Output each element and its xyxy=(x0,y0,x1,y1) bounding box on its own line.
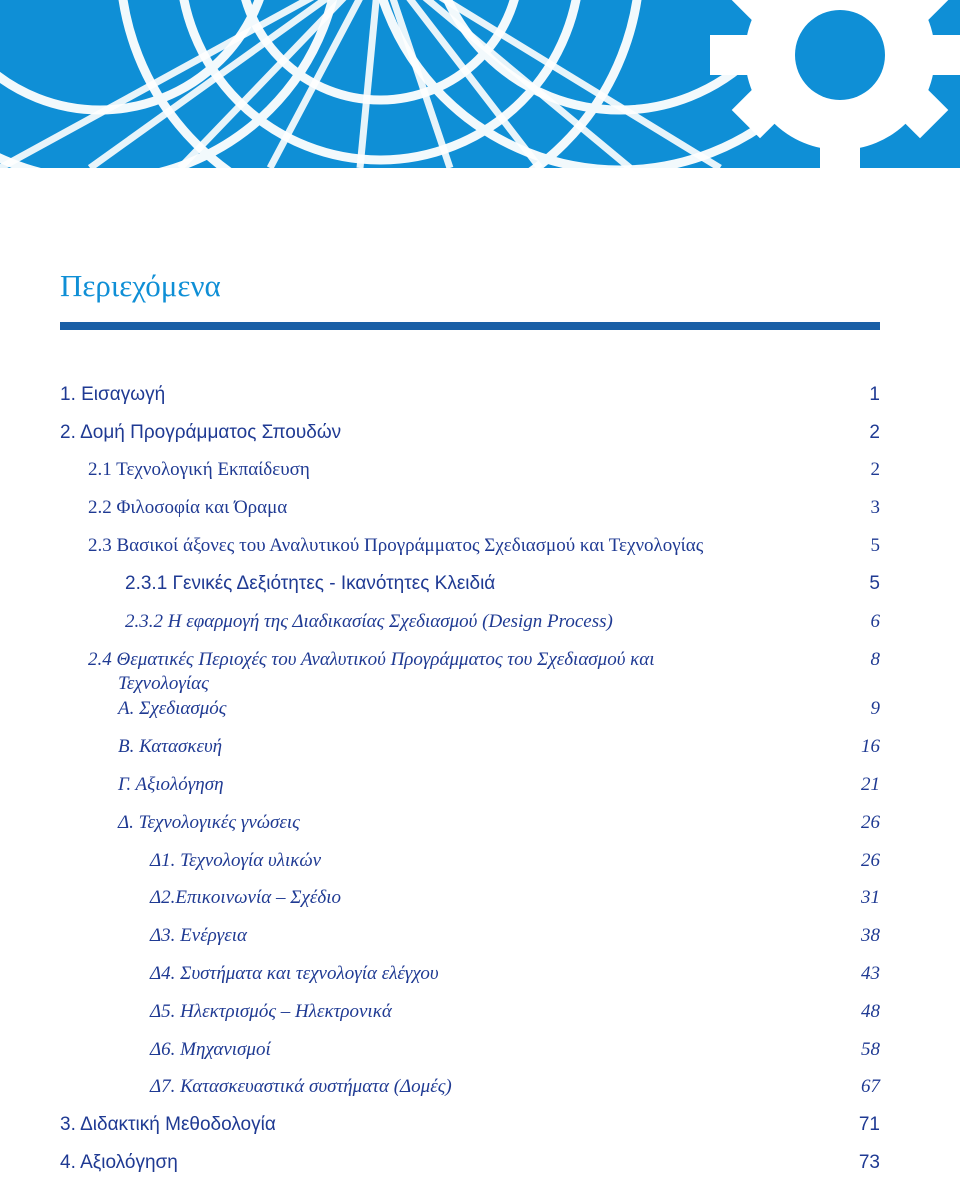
toc-entry-label-continued: Τεχνολογίας xyxy=(118,673,209,694)
toc-entry-label: Δ1. Τεχνολογία υλικών xyxy=(150,850,322,871)
toc-entry-page: 8 xyxy=(870,649,880,670)
toc-entry-label: 2.2 Φιλοσοφία και Όραμα xyxy=(88,497,288,518)
toc-entry-page: 6 xyxy=(870,611,880,632)
toc-entry-label: 4. Αξιολόγηση xyxy=(60,1152,178,1173)
toc-entry-page: 73 xyxy=(858,1152,880,1173)
toc-entry-page: 67 xyxy=(861,1076,880,1097)
toc-entry-label: 2.3.1 Γενικές Δεξιότητες - Ικανότητες Κλειδιά xyxy=(125,573,496,594)
toc-entry-label: 2.1 Τεχνολογική Εκπαίδευση xyxy=(88,459,310,480)
toc-entry-page: 31 xyxy=(861,887,880,908)
toc-entry-label: Α. Σχεδιασμός xyxy=(118,698,227,719)
toc-entry-page: 9 xyxy=(870,698,880,719)
toc-entry-label: Δ5. Ηλεκτρισμός – Ηλεκτρονικά xyxy=(150,1001,392,1022)
toc-entry-page: 38 xyxy=(861,925,880,946)
toc-entry-page: 2 xyxy=(870,459,880,480)
toc-entry-page: 3 xyxy=(870,497,880,518)
toc-entry-label: 2.4 Θεματικές Περιοχές του Αναλυτικού Προγράμματος του Σχεδιασμού και xyxy=(88,649,655,670)
toc-entry-page: 16 xyxy=(861,736,880,757)
toc-entry-page: 48 xyxy=(861,1001,880,1022)
title-divider xyxy=(60,322,880,330)
toc-entry-label: Δ3. Ενέργεια xyxy=(150,925,248,946)
toc-entry-page: 5 xyxy=(870,535,880,556)
toc-entry-label: Δ. Τεχνολογικές γνώσεις xyxy=(118,812,300,833)
toc-entry-label: Δ2.Επικοινωνία – Σχέδιο xyxy=(150,887,341,908)
toc-entry-page: 21 xyxy=(861,774,880,795)
toc-entry-page: 58 xyxy=(861,1039,880,1060)
toc-entry-label: 1. Εισαγωγή xyxy=(60,384,166,405)
toc-entry-label: Δ4. Συστήματα και τεχνολογία ελέγχου xyxy=(150,963,439,984)
toc-entry-label: 3. Διδακτική Μεθοδολογία xyxy=(60,1114,276,1135)
toc-entry-label: 2. Δομή Προγράμματος Σπουδών xyxy=(60,422,342,443)
toc-entry-page: 26 xyxy=(861,812,880,833)
toc-entry-label: 2.3 Βασικοί άξονες του Αναλυτικού Προγράμματος Σχεδιασμού και Τεχνολογίας xyxy=(88,535,704,556)
toc-entry-page: 26 xyxy=(861,850,880,871)
toc-entry-label: Δ7. Κατασκευαστικά συστήματα (Δομές) xyxy=(150,1076,452,1097)
toc-entry-page: 5 xyxy=(869,573,880,594)
header-banner xyxy=(0,0,960,168)
toc-entry-label: Β. Κατασκευή xyxy=(118,736,223,757)
toc-entry-label: Δ6. Μηχανισμοί xyxy=(150,1039,271,1060)
toc-entry-page: 1 xyxy=(869,384,880,405)
toc-entry-label: Γ. Αξιολόγηση xyxy=(118,774,224,795)
page-title: Περιεχόμενα xyxy=(60,268,221,303)
toc-entry-page: 2 xyxy=(869,422,880,443)
toc-entry-page: 71 xyxy=(858,1114,880,1135)
toc-entry-label: 2.3.2 Η εφαρμογή της Διαδικασίας Σχεδιασμού (Design Process) xyxy=(125,611,613,632)
toc-entry-page: 43 xyxy=(861,963,880,984)
